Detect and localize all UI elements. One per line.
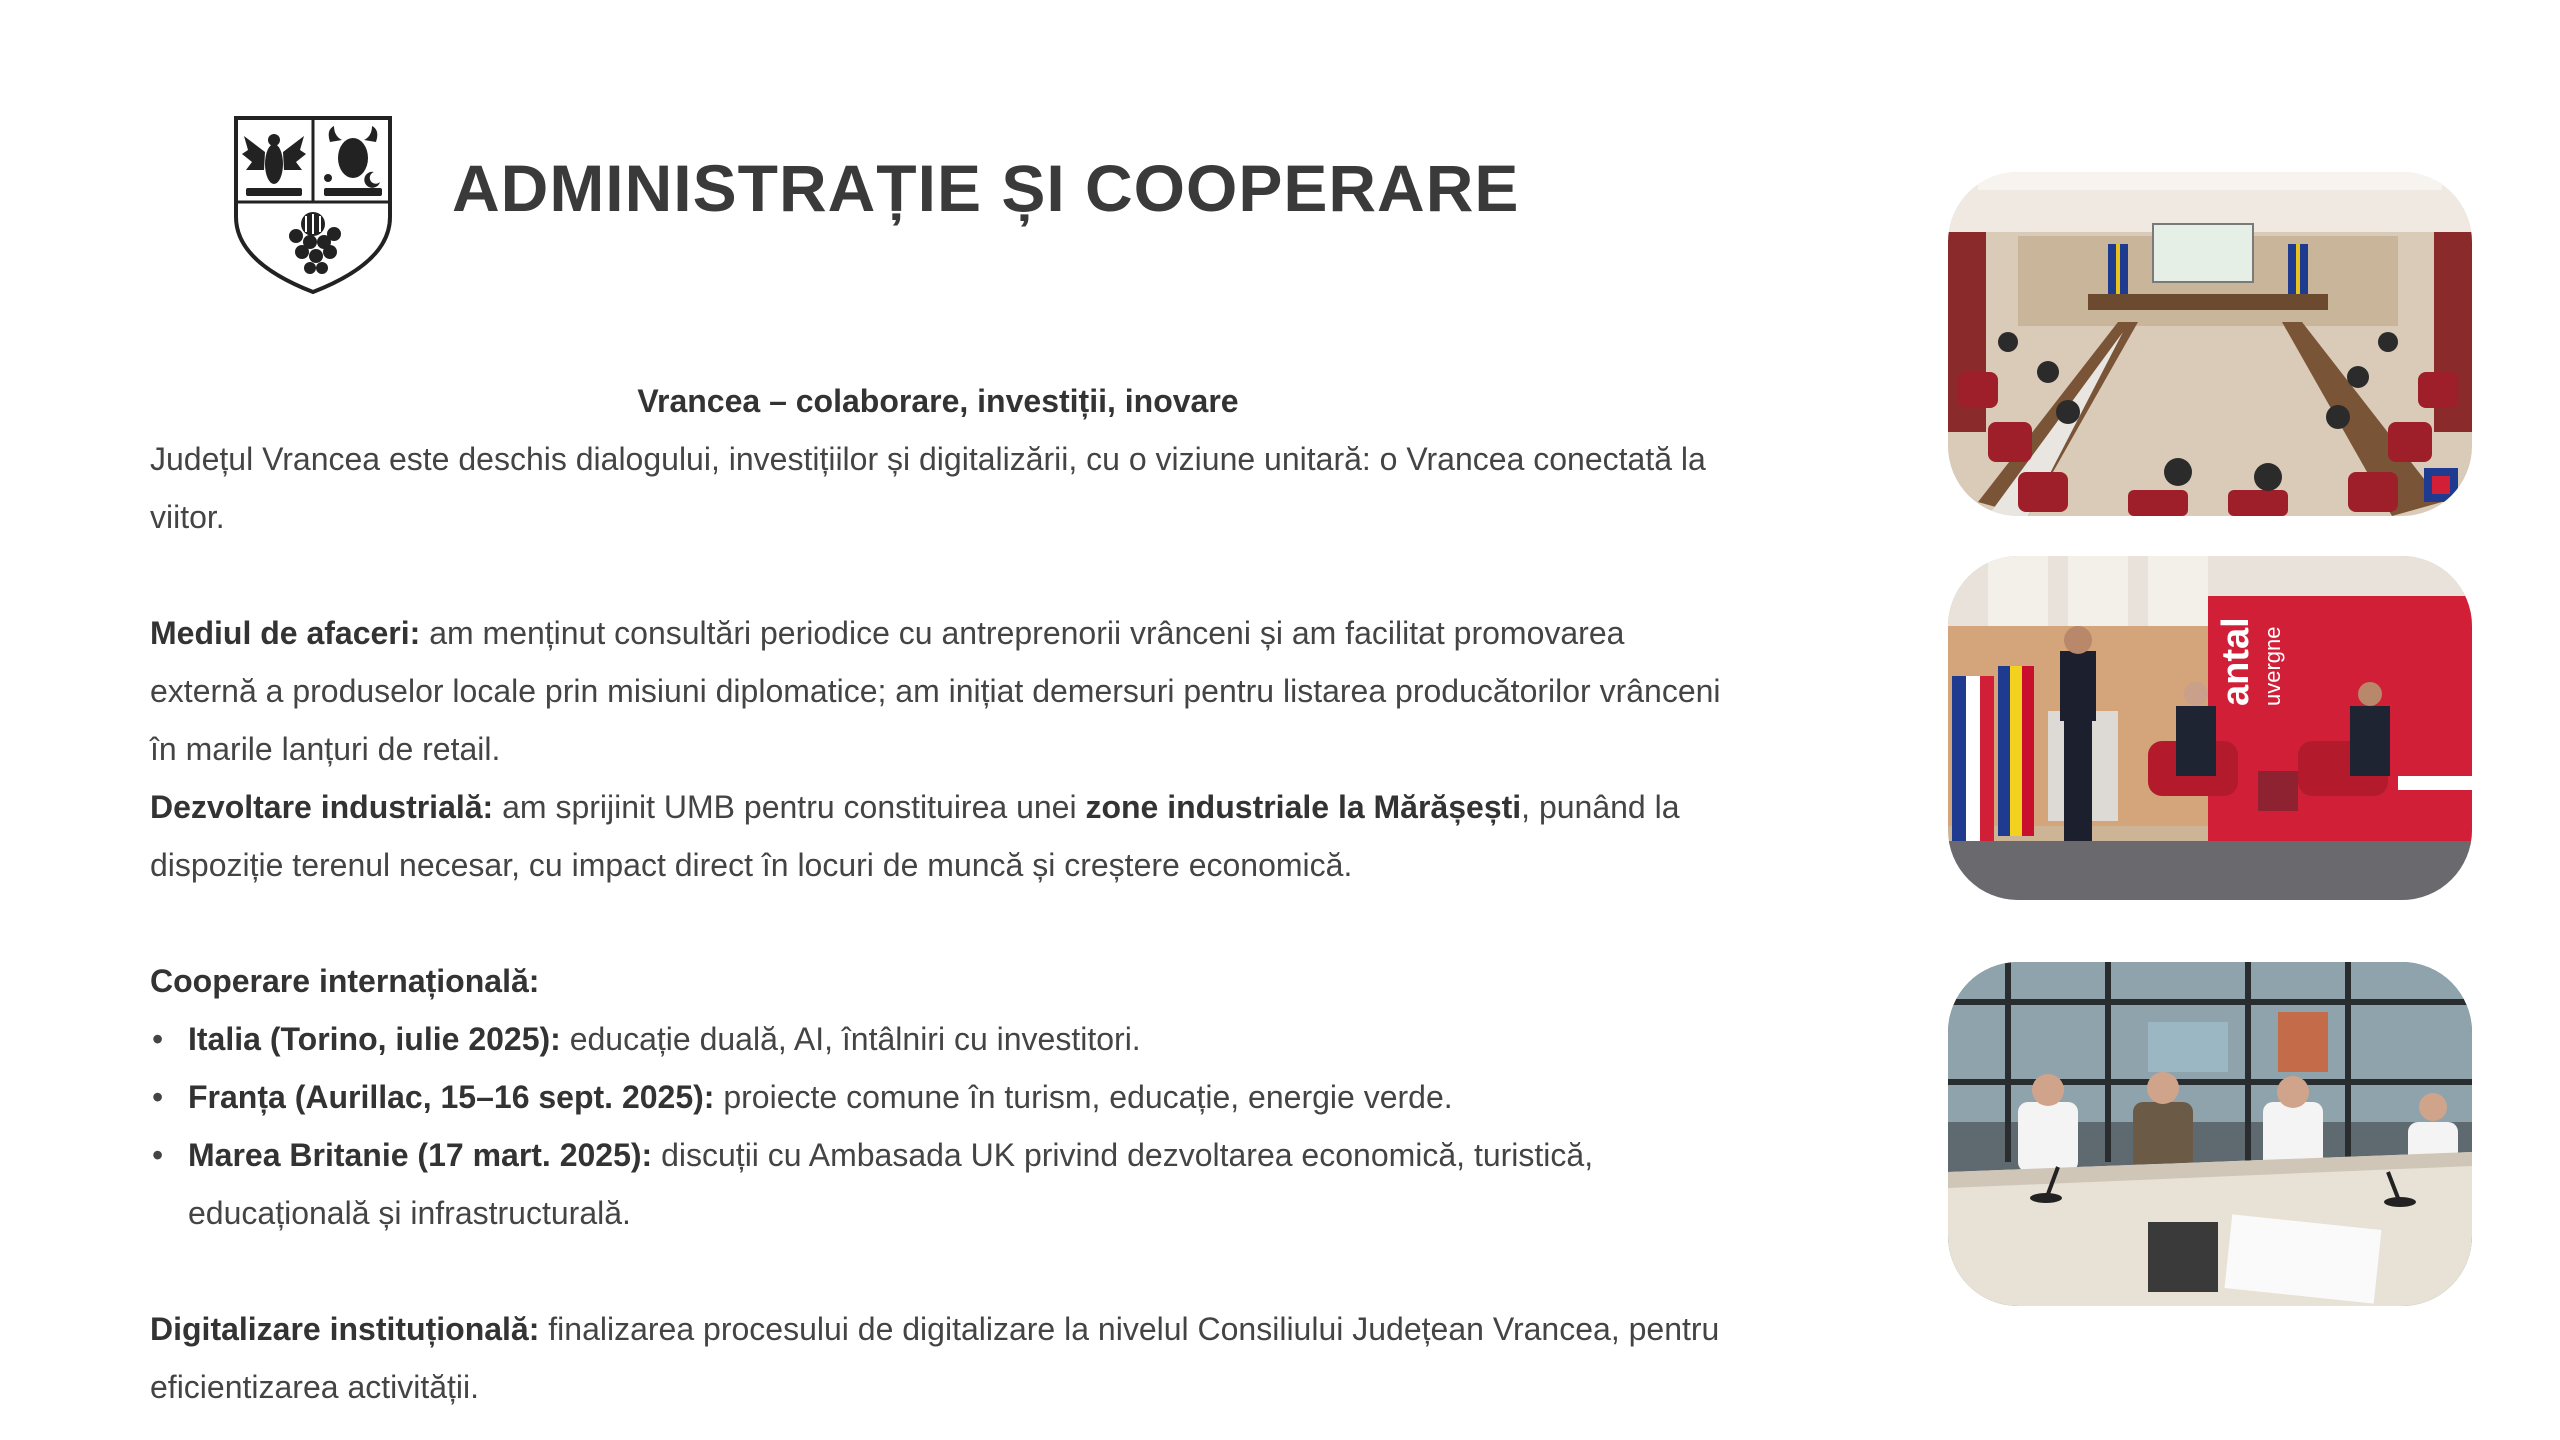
banner-subtext: uvergne (2260, 626, 2285, 706)
cooperation-item-text: educație duală, AI, întâlniri cu investitori. (560, 1021, 1141, 1057)
cooperation-item-text: proiecte comune în turism, educație, energie verde. (714, 1079, 1453, 1115)
industrial-paragraph (150, 778, 1740, 894)
list-item (150, 1126, 1740, 1242)
business-label: Mediul de afaceri: (150, 615, 421, 651)
industrial-highlight: zone industriale la Mărășești (1085, 789, 1522, 825)
digital-paragraph (150, 1300, 1740, 1416)
cooperation-item-text: discuții cu Ambasada UK privind dezvoltarea economică, turistică, educațională și infrastructurală. (188, 1137, 1594, 1231)
industrial-label: Dezvoltare industrială: (150, 789, 494, 825)
page-title: ADMINISTRAȚIE ȘI COOPERARE (452, 151, 1520, 225)
roundtable-meeting-photo (1948, 962, 2472, 1306)
list-item (150, 1010, 1740, 1068)
council-meeting-photo (1948, 172, 2472, 516)
digital-text: finalizarea procesului de digitalizare la nivelul Consiliului Județean Vrancea, pentru eficientizarea activității. (150, 1311, 1720, 1405)
business-text: am menținut consultări periodice cu antreprenorii vrânceni și am facilitat promovarea externă a produselor locale prin misiuni diplomatice; am inițiat demersuri pentru listarea producătorilor vrânceni în marile lanțuri de retail. (150, 615, 1721, 767)
cooperation-item-label: Marea Britanie (17 mart. 2025): (188, 1137, 653, 1173)
vrancea-coat-of-arms-icon (230, 112, 396, 297)
cooperation-item-label: Italia (Torino, iulie 2025): (188, 1021, 561, 1057)
conference-stage-photo (1948, 556, 2472, 900)
banner-text: antal (2215, 617, 2257, 706)
intro-paragraph: Județul Vrancea este deschis dialogului, investițiilor și digitalizării, cu o viziune unitară: o Vrancea conectată la viitor. (150, 441, 1706, 535)
industrial-text-before: am sprijinit UMB pentru constituirea unei (493, 789, 1086, 825)
main-content (150, 372, 1740, 1416)
cooperation-list (150, 1010, 1740, 1242)
cooperation-item-label: Franța (Aurillac, 15–16 sept. 2025): (188, 1079, 715, 1115)
section-subtitle: Vrancea – colaborare, investiții, inovare (637, 383, 1239, 419)
list-item (150, 1068, 1740, 1126)
cooperation-heading (150, 952, 1740, 1010)
industrial-text-after: , punând la dispoziție terenul necesar, cu impact direct în locuri de muncă și creștere economică. (150, 789, 1680, 883)
digital-label: Digitalizare instituțională: (150, 1311, 540, 1347)
cooperation-label: Cooperare internațională: (150, 963, 540, 999)
business-paragraph (150, 604, 1740, 778)
